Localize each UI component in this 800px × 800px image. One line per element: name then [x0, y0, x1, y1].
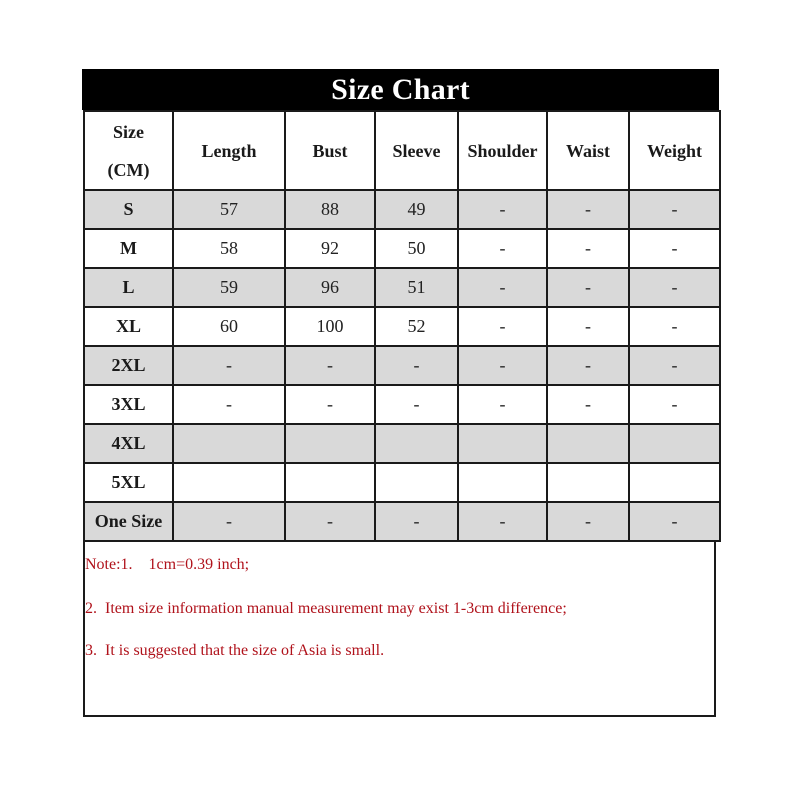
size-cell: L	[84, 268, 173, 307]
length-cell: 59	[173, 268, 285, 307]
size-chart-title: Size Chart	[82, 69, 719, 110]
shoulder-cell	[458, 424, 547, 463]
weight-cell: -	[629, 502, 720, 541]
table-row	[84, 268, 720, 307]
waist-cell: -	[547, 190, 629, 229]
column-header-weight: Weight	[629, 111, 720, 190]
weight-cell: -	[629, 268, 720, 307]
shoulder-cell: -	[458, 385, 547, 424]
sleeve-cell: 50	[375, 229, 458, 268]
weight-cell: -	[629, 346, 720, 385]
bust-cell: 100	[285, 307, 375, 346]
length-cell: 58	[173, 229, 285, 268]
size-cell: XL	[84, 307, 173, 346]
shoulder-cell: -	[458, 502, 547, 541]
table-row	[84, 229, 720, 268]
bust-cell: -	[285, 346, 375, 385]
table-row	[84, 190, 720, 229]
sleeve-cell: 49	[375, 190, 458, 229]
shoulder-cell	[458, 463, 547, 502]
weight-cell: -	[629, 307, 720, 346]
shoulder-cell: -	[458, 190, 547, 229]
size-cell: One Size	[84, 502, 173, 541]
length-cell: 57	[173, 190, 285, 229]
sleeve-cell	[375, 424, 458, 463]
size-cell: 4XL	[84, 424, 173, 463]
waist-cell	[547, 424, 629, 463]
waist-cell: -	[547, 229, 629, 268]
length-cell: 60	[173, 307, 285, 346]
note-1: Note:1. 1cm=0.39 inch;	[85, 556, 250, 573]
waist-cell: -	[547, 385, 629, 424]
sleeve-cell	[375, 463, 458, 502]
notes-section	[83, 542, 716, 717]
length-cell: -	[173, 385, 285, 424]
bust-cell	[285, 424, 375, 463]
length-cell: -	[173, 502, 285, 541]
bust-cell: -	[285, 385, 375, 424]
shoulder-cell: -	[458, 268, 547, 307]
size-cell: 2XL	[84, 346, 173, 385]
bust-cell: 96	[285, 268, 375, 307]
column-header-shoulder: Shoulder	[458, 111, 547, 190]
sleeve-cell: -	[375, 502, 458, 541]
bust-cell: -	[285, 502, 375, 541]
length-cell	[173, 463, 285, 502]
table-row	[84, 307, 720, 346]
waist-cell: -	[547, 268, 629, 307]
bust-cell: 92	[285, 229, 375, 268]
bust-cell: 88	[285, 190, 375, 229]
sleeve-cell: 52	[375, 307, 458, 346]
weight-cell: -	[629, 229, 720, 268]
column-header-waist: Waist	[547, 111, 629, 190]
waist-cell: -	[547, 346, 629, 385]
column-header-bust: Bust	[285, 111, 375, 190]
size-cell: M	[84, 229, 173, 268]
size-cell: S	[84, 190, 173, 229]
table-row	[84, 346, 720, 385]
note-3: 3. It is suggested that the size of Asia is small.	[85, 642, 385, 659]
length-cell	[173, 424, 285, 463]
column-header-size-line1: Size	[113, 121, 144, 142]
size-cell: 5XL	[84, 463, 173, 502]
table-body	[84, 190, 720, 541]
waist-cell	[547, 463, 629, 502]
sleeve-cell: -	[375, 346, 458, 385]
waist-cell: -	[547, 502, 629, 541]
shoulder-cell: -	[458, 346, 547, 385]
column-header-size-line2: (CM)	[107, 159, 150, 180]
weight-cell: -	[629, 385, 720, 424]
sleeve-cell: 51	[375, 268, 458, 307]
table-row	[84, 385, 720, 424]
weight-cell: -	[629, 190, 720, 229]
shoulder-cell: -	[458, 307, 547, 346]
size-chart	[82, 69, 719, 717]
shoulder-cell: -	[458, 229, 547, 268]
weight-cell	[629, 463, 720, 502]
size-table	[83, 110, 721, 542]
size-cell: 3XL	[84, 385, 173, 424]
column-header-sleeve: Sleeve	[375, 111, 458, 190]
table-row	[84, 502, 720, 541]
column-header-size	[84, 111, 173, 190]
sleeve-cell: -	[375, 385, 458, 424]
waist-cell: -	[547, 307, 629, 346]
table-header-row	[84, 111, 720, 190]
weight-cell	[629, 424, 720, 463]
column-header-length: Length	[173, 111, 285, 190]
note-2: 2. Item size information manual measurement may exist 1-3cm difference;	[85, 600, 567, 617]
table-row	[84, 463, 720, 502]
bust-cell	[285, 463, 375, 502]
table-row	[84, 424, 720, 463]
length-cell: -	[173, 346, 285, 385]
